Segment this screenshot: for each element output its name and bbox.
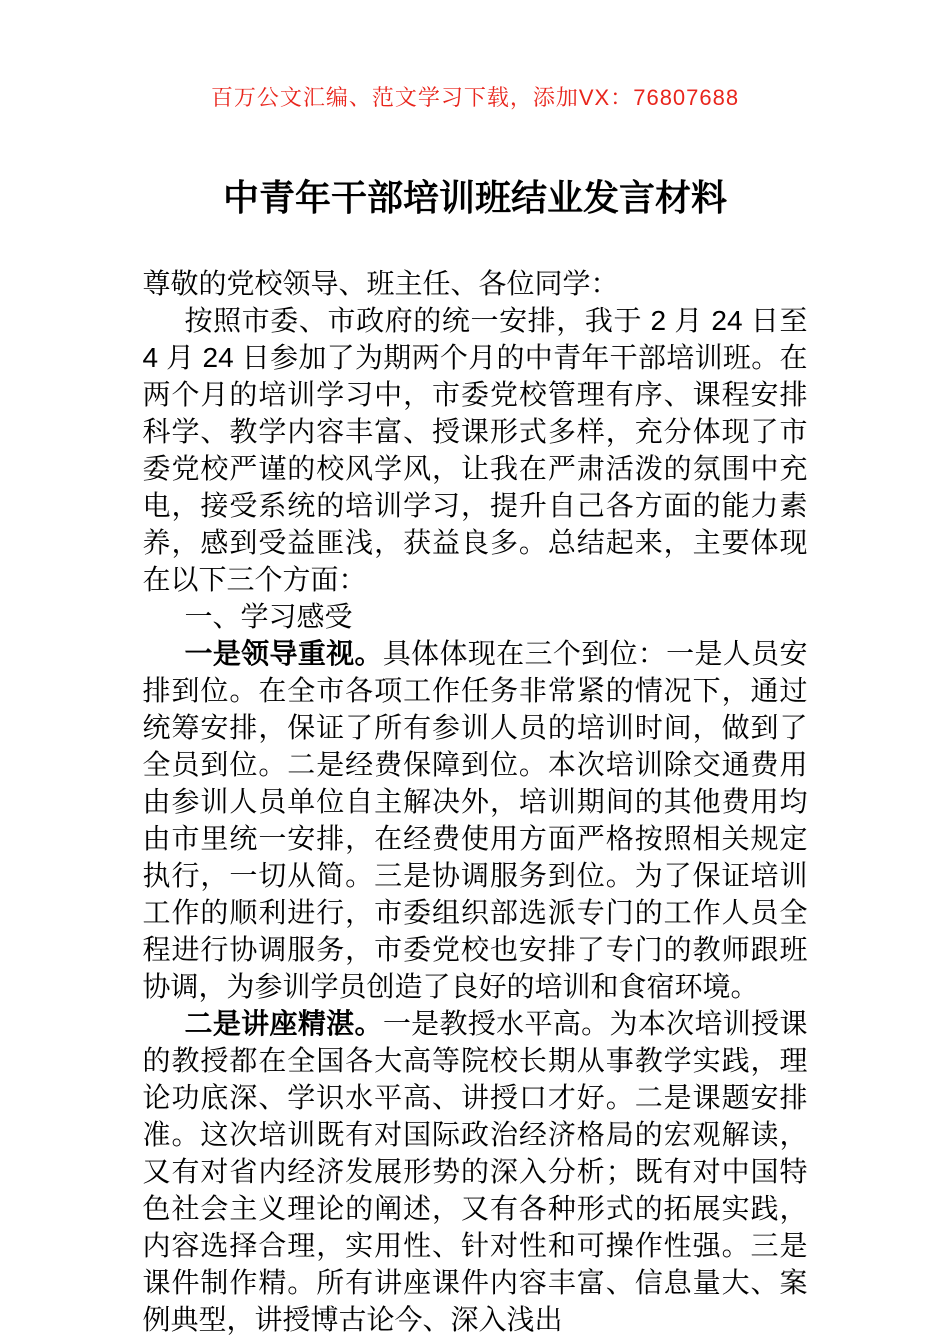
bold-text-run: 一是领导重视。 <box>184 638 383 669</box>
paragraph <box>143 302 808 598</box>
paragraph <box>143 598 808 635</box>
document-body <box>143 265 808 1338</box>
text-run: 尊敬的党校领导、班主任、各位同学： <box>142 268 619 299</box>
text-run: 一、学习感受 <box>184 601 353 632</box>
paragraph <box>143 1005 808 1338</box>
text-run: 一是教授水平高。为本次培训授课的教授都在全国各大高等院校长期从事教学实践，理论功底深、学识水平高、讲授口才好。二是课题安排准。这次培训既有对国际政治经济格局的宏观解读，又有对省内经济发展形势的深入分析；既有对中国特色社会主义理论的阐述，又有各种形式的拓展实践，内容选择合理，实用性、针对性和可操作性强。三是课件制作精。所有讲座课件内容丰富、信息量大、案例典型，讲授博古论今、深入浅出 <box>142 1008 808 1335</box>
text-run: 具体体现在三个到位：一是人员安排到位。在全市各项工作任务非常紧的情况下，通过统筹安排，保证了所有参训人员的培训时间，做到了全员到位。二是经费保障到位。本次培训除交通费用由参训人员单位自主解决外，培训期间的其他费用均由市里统一安排，在经费使用方面严格按照相关规定执行，一切从简。三是协调服务到位。为了保证培训工作的顺利进行，市委组织部选派专门的工作人员全程进行协调服务，市委党校也安排了专门的教师跟班协调，为参训学员创造了良好的培训和食宿环境。 <box>142 638 808 1002</box>
watermark-notice: 百万公文汇编、范文学习下载，添加VX：76807688 <box>210 85 740 110</box>
paragraph <box>143 635 808 1005</box>
document-title: 中青年干部培训班结业发言材料 <box>222 177 727 218</box>
text-run: 按照市委、市政府的统一安排，我于 2 月 24 日至 4 月 24 日参加了为期两个月的中青年干部培训班。在两个月的培训学习中，市委党校管理有序、课程安排科学、教学内容丰富、授课形式多样，充分体现了市委党校严谨的校风学风，让我在严肃活泼的氛围中充电，接受系统的培训学习，提升自己各方面的能力素养，感到受益匪浅，获益良多。总结起来，主要体现在以下三个方面： <box>142 305 808 595</box>
bold-text-run: 二是讲座精湛。 <box>184 1008 383 1039</box>
paragraph <box>143 265 808 302</box>
